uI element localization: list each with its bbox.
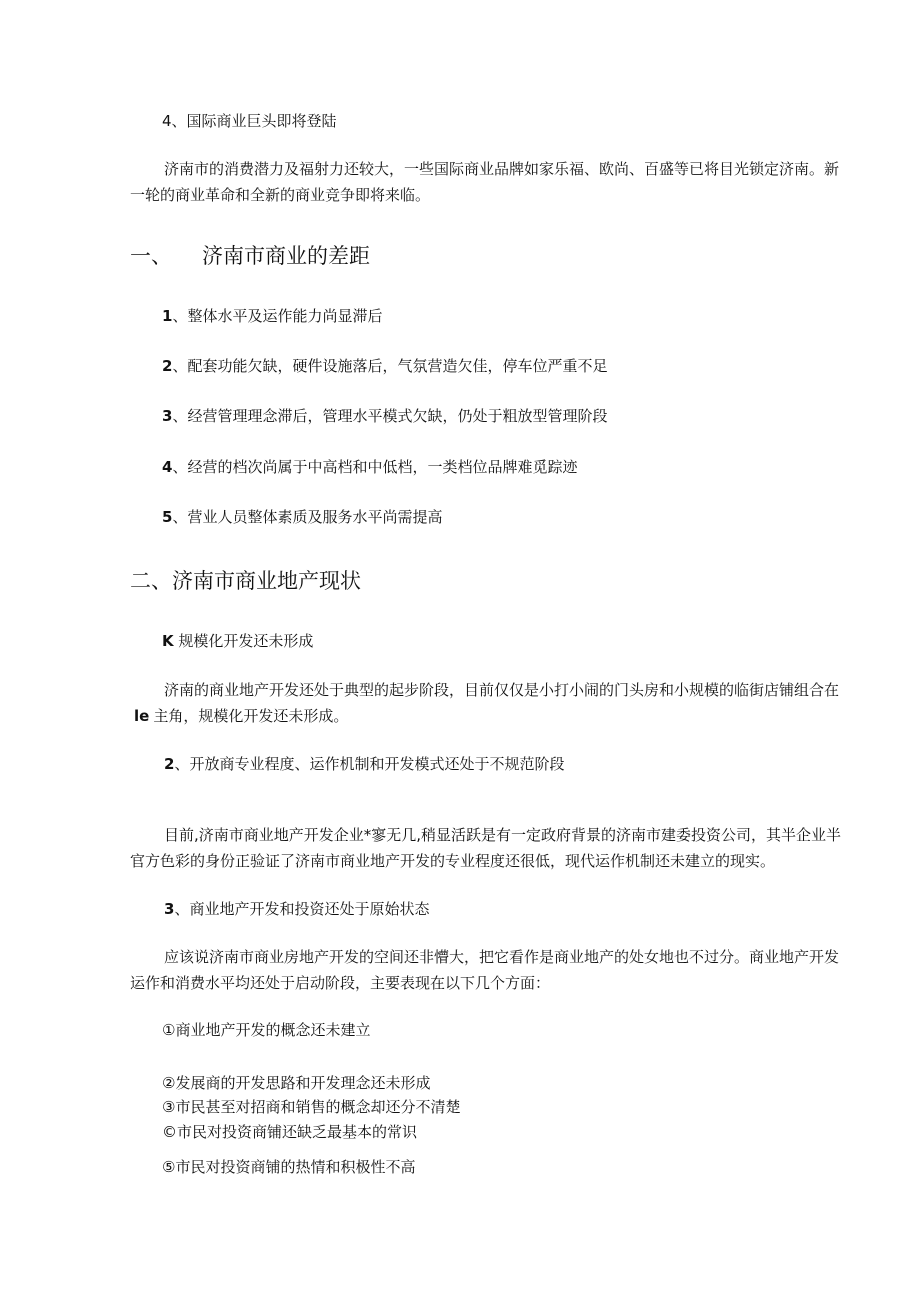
- section1-title: [130, 242, 370, 270]
- section2-title: 二、济南市商业地产现状: [130, 569, 361, 593]
- list-item-number: 4: [162, 458, 173, 476]
- list-item: [162, 406, 607, 426]
- list-item: ②发展商的开发思路和开发理念还未形成: [162, 1074, 431, 1092]
- section1-title-text: 济南市商业的差距: [202, 244, 370, 268]
- subsection-number: K: [162, 632, 174, 650]
- list-item-number: 3: [162, 407, 173, 425]
- section-heading-intl: [162, 111, 337, 131]
- subsection-text: 、开放商专业程度、运作机制和开发模式还处于不规范阶段: [174, 755, 565, 773]
- subsection-heading-2: [164, 754, 564, 774]
- paragraph-scale-part-a: 济南的商业地产开发还处于典型的起步阶段，目前仅仅是小打小闹的门头房和小规模的临街店铺组合在: [164, 681, 840, 699]
- subsection-text: 规模化开发还未形成: [178, 632, 314, 650]
- paragraph-scale-part-c: 主角，规模化开发还未形成。: [153, 707, 349, 725]
- list-item-number: 1: [162, 307, 173, 325]
- subsection-number: 3: [164, 900, 175, 918]
- list-item-text: 、经营管理理念滞后，管理水平模式欠缺，仍处于粗放型管理阶段: [172, 407, 608, 425]
- section-heading-intl-text: 4、国际商业巨头即将登陆: [162, 112, 337, 130]
- subsection-heading-1: [162, 631, 313, 651]
- section1-title-prefix: 一、: [130, 244, 172, 268]
- list-item-text: 、配套功能欠缺，硬件设施落后，气氛营造欠佳，停车位严重不足: [172, 357, 608, 375]
- paragraph-developers: 目前,济南市商业地产开发企业*寥无几,稍显活跃是有一定政府背景的济南市建委投资公司，其半企业半官方色彩的身份正验证了济南市商业地产开发的专业程度还很低，现代运作机制还未建立的现实。: [130, 826, 842, 870]
- subsection-text: 、商业地产开发和投资还处于原始状态: [174, 900, 430, 918]
- list-item: ⑤市民对投资商铺的热情和积极性不高: [162, 1158, 416, 1176]
- paragraph-scale-part-b: le: [134, 707, 150, 725]
- subsection-number: 2: [164, 755, 175, 773]
- list-item-number: 2: [162, 357, 173, 375]
- list-item-text: 、营业人员整体素质及服务水平尚需提高: [172, 508, 443, 526]
- list-item: ①商业地产开发的概念还未建立: [162, 1021, 371, 1039]
- list-item: [162, 306, 382, 326]
- list-item: [162, 356, 607, 376]
- list-item-text: 、整体水平及运作能力尚显滞后: [172, 307, 383, 325]
- subsection-heading-3: [164, 899, 429, 919]
- paragraph-scale: [130, 677, 850, 729]
- list-item: [162, 507, 442, 527]
- list-item: ©市民对投资商铺还缺乏最基本的常识: [162, 1123, 418, 1141]
- paragraph-original-state: 应该说济南市商业房地产开发的空间还非懵大，把它看作是商业地产的处女地也不过分。商业地产开发运作和消费水平均还处于启动阶段，主要表现在以下几个方面：: [130, 948, 840, 992]
- list-item: [162, 457, 577, 477]
- list-item-number: 5: [162, 508, 173, 526]
- list-item-text: 、经营的档次尚属于中高档和中低档，一类档位品牌难觅踪迹: [172, 458, 578, 476]
- paragraph-intl: 济南市的消费潜力及福射力还较大，一些国际商业品牌如家乐福、欧尚、百盛等已将目光锁定济南。新一轮的商业革命和全新的商业竞争即将来临。: [130, 160, 840, 204]
- list-item: ③市民甚至对招商和销售的概念却还分不清楚: [162, 1098, 461, 1116]
